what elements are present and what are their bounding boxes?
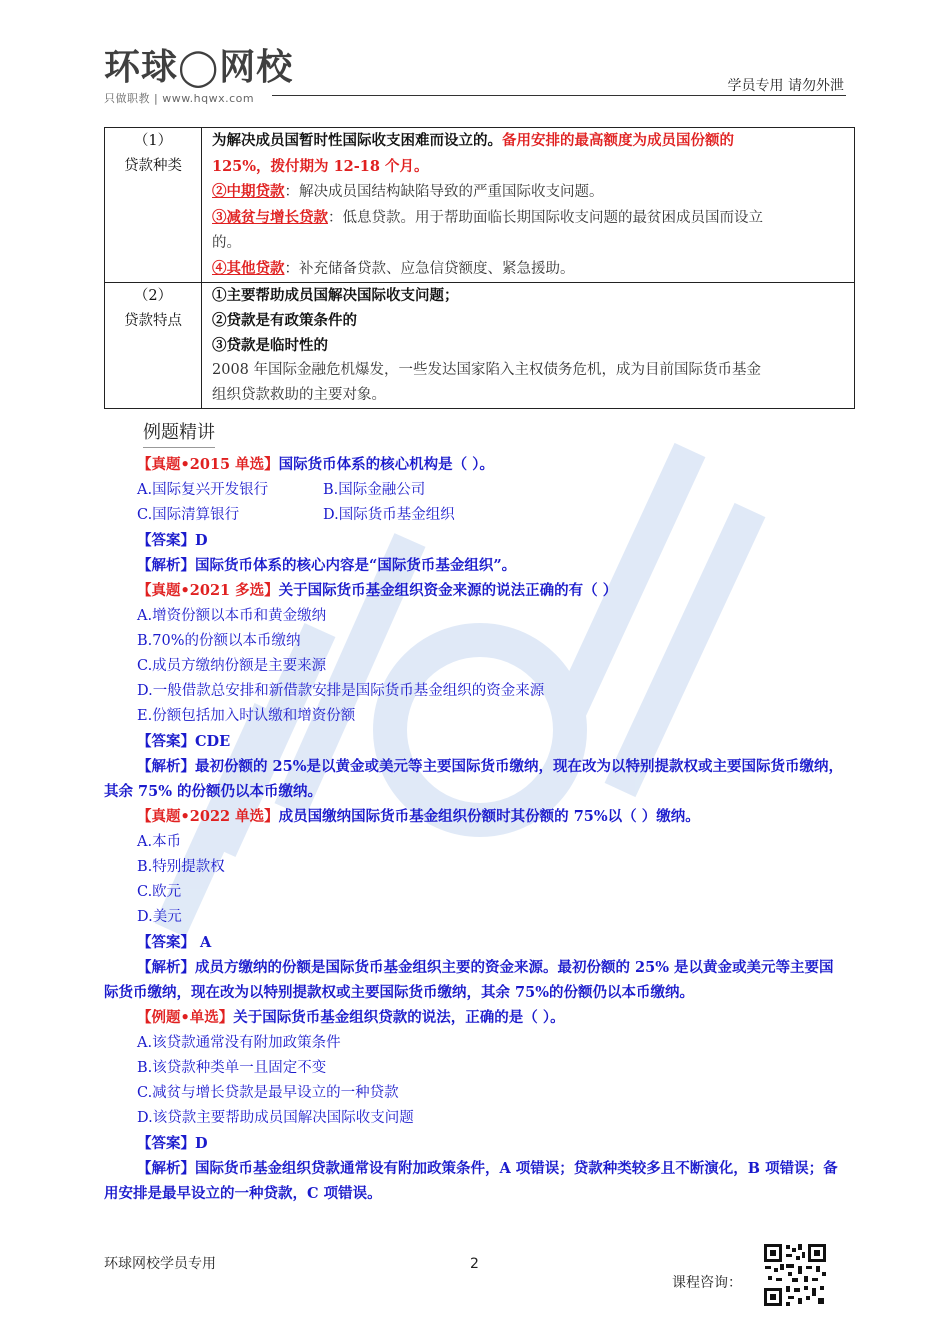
question-stem: 【例题•单选】关于国际货币基金组织贷款的说法，正确的是（ ）。 xyxy=(137,1009,565,1026)
logo-subtitle: 只做职教 | www.hqwx.com xyxy=(104,92,255,105)
highlight-text: 备用安排的最高额度为成员国份额的 xyxy=(502,132,734,149)
answer: 【答案】CDE xyxy=(137,733,231,750)
consult-label: 课程咨询： xyxy=(672,1275,742,1291)
text-line: 为解决成员国暂时性国际收支困难而设立的。 xyxy=(212,132,502,149)
questions-block xyxy=(104,452,848,1206)
text-line: ：补充储备贷款、应急信贷额度、紧急援助。 xyxy=(284,261,575,277)
question-tag: 【真题•2015 单选】 xyxy=(137,456,279,473)
brand-logo xyxy=(104,48,293,106)
row-label-number: （1） xyxy=(133,133,173,149)
analysis: 【解析】成员方缴纳的份额是国际货币基金组织主要的资金来源。最初份额的 25% 是以黄金或美元等主要国际货币缴纳，现在改为以特别提款权或主要国际货币缴纳，其余 75%的份额仍以本币缴纳。 xyxy=(104,959,834,1001)
analysis: 【解析】最初份额的 25%是以黄金或美元等主要国际货币缴纳，现在改为以特别提款权或主要国际货币缴纳，其余 75% 的份额仍以本币缴纳。 xyxy=(104,758,843,800)
option-d: D.该贷款主要帮助成员国解决国际收支问题 xyxy=(137,1110,414,1126)
answer: 【答案】D xyxy=(137,532,208,549)
loan-table xyxy=(104,127,855,409)
question-tag: 【真题•2021 多选】 xyxy=(137,582,279,599)
term-keyword: ③减贫与增长贷款 xyxy=(212,209,328,226)
answer: 【答案】D xyxy=(137,1135,208,1152)
text-line: ①主要帮助成员国解决国际收支问题； xyxy=(212,287,459,304)
option-c: C.成员方缴纳份额是主要来源 xyxy=(137,658,327,674)
row-label-number: （2） xyxy=(133,288,173,304)
option-a: A.该贷款通常没有附加政策条件 xyxy=(137,1035,341,1051)
term-keyword: ④其他贷款 xyxy=(212,260,285,277)
option-c: C.欧元 xyxy=(137,884,182,900)
row-label xyxy=(105,128,202,283)
text-line: 组织贷款救助的主要对象。 xyxy=(212,387,386,403)
option-a: A.增资份额以本币和黄金缴纳 xyxy=(137,608,327,624)
text-line: ②贷款是有政策条件的 xyxy=(212,312,357,329)
option-c: C.减贫与增长贷款是最早设立的一种贷款 xyxy=(137,1085,399,1101)
header-divider xyxy=(272,95,846,96)
text-line: ③贷款是临时性的 xyxy=(212,337,328,354)
option-b: B.特别提款权 xyxy=(137,859,225,875)
header-notice: 学员专用 请勿外泄 xyxy=(727,78,844,94)
table-row xyxy=(105,283,855,409)
qr-code-icon[interactable] xyxy=(762,1242,828,1308)
option-d: D.国际货币基金组织 xyxy=(323,507,455,523)
row-content xyxy=(202,128,855,283)
question-stem: 【真题•2021 多选】关于国际货币基金组织资金来源的说法正确的有（ ） xyxy=(137,582,618,599)
term-keyword: ②中期贷款 xyxy=(212,183,285,200)
answer: 【答案】 A xyxy=(137,934,212,951)
section-title: 例题精讲 xyxy=(143,418,215,444)
row-content xyxy=(202,283,855,409)
text-line: ：低息贷款。用于帮助面临长期国际收支问题的最贫困成员国而设立 xyxy=(328,210,763,226)
option-e: E.份额包括加入时认缴和增资份额 xyxy=(137,708,356,724)
row-label-text: 贷款种类 xyxy=(124,158,182,174)
option-row xyxy=(104,478,848,503)
option-a: A.本币 xyxy=(137,834,182,850)
analysis: 【解析】国际货币体系的核心内容是“国际货币基金组织”。 xyxy=(137,557,517,574)
analysis: 【解析】国际货币基金组织贷款通常设有附加政策条件，A 项错误；贷款种类较多且不断演化，B 项错误；备用安排是最早设立的一种贷款，C 项错误。 xyxy=(104,1160,838,1202)
row-label-text: 贷款特点 xyxy=(124,313,182,329)
option-row xyxy=(104,503,848,528)
option-b: B.该贷款种类单一且固定不变 xyxy=(137,1060,327,1076)
question-stem: 【真题•2015 单选】国际货币体系的核心机构是（ ）。 xyxy=(137,456,494,473)
table-row xyxy=(105,128,855,283)
highlight-text: 125%，拨付期为 12-18 个月。 xyxy=(212,158,429,175)
option-c: C.国际清算银行 xyxy=(137,507,240,523)
option-d: D.一般借款总安排和新借款安排是国际货币基金组织的资金来源 xyxy=(137,683,545,699)
text-line: 2008 年国际金融危机爆发，一些发达国家陷入主权债务危机，成为目前国际货币基金 xyxy=(212,362,762,378)
option-b: B.国际金融公司 xyxy=(323,482,426,498)
footer-label: 环球网校学员专用 xyxy=(104,1256,216,1272)
text-line: 的。 xyxy=(212,235,241,251)
page-number: 2 xyxy=(470,1256,479,1272)
question-tag: 【真题•2022 单选】 xyxy=(137,808,279,825)
text-line: ：解决成员国结构缺陷导致的严重国际收支问题。 xyxy=(284,184,604,200)
question-tag: 【例题•单选】 xyxy=(137,1009,234,1026)
option-d: D.美元 xyxy=(137,909,182,925)
row-label xyxy=(105,283,202,409)
logo-text: 环球◯网校 xyxy=(104,47,294,88)
question-stem: 【真题•2022 单选】成员国缴纳国际货币基金组织份额时其份额的 75%以（ ）缴纳。 xyxy=(137,808,700,825)
option-b: B.70%的份额以本币缴纳 xyxy=(137,633,301,649)
option-a: A.国际复兴开发银行 xyxy=(137,482,269,498)
